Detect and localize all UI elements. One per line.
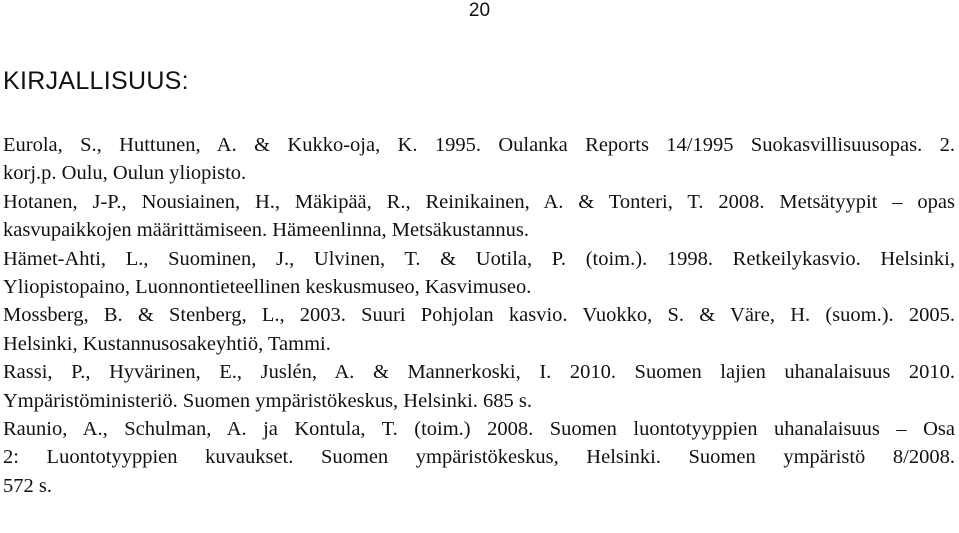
reference-item	[3, 131, 955, 188]
reference-line: Rassi, P., Hyvärinen, E., Juslén, A. & Mannerkoski, I. 2010. Suomen lajien uhanalaisuus 2010.	[3, 361, 955, 384]
reference-item	[3, 358, 955, 415]
reference-line: korj.p. Oulu, Oulun yliopisto.	[3, 162, 247, 185]
page-number: 20	[468, 0, 491, 21]
reference-item	[3, 245, 955, 302]
reference-item	[3, 415, 955, 500]
reference-item	[3, 188, 955, 245]
reference-line: 572 s.	[3, 474, 52, 497]
reference-line: Raunio, A., Schulman, A. ja Kontula, T. (toim.) 2008. Suomen luontotyyppien uhanalaisuus – Osa	[3, 418, 955, 441]
reference-line: 2: Luontotyyppien kuvaukset. Suomen ympäristökeskus, Helsinki. Suomen ympäristö 8/2008.	[3, 446, 955, 469]
reference-line: Yliopistopaino, Luonnontieteellinen keskusmuseo, Kasvimuseo.	[3, 276, 532, 299]
reference-line: kasvupaikkojen määrittämiseen. Hämeenlinna, Metsäkustannus.	[3, 219, 530, 242]
reference-line: Ympäristöministeriö. Suomen ympäristökeskus, Helsinki. 685 s.	[3, 389, 532, 412]
reference-list	[3, 131, 955, 500]
page-title: KIRJALLISUUS:	[3, 67, 189, 95]
reference-line: Mossberg, B. & Stenberg, L., 2003. Suuri Pohjolan kasvio. Vuokko, S. & Väre, H. (suom.). 2005.	[3, 304, 955, 327]
reference-line: Hämet-Ahti, L., Suominen, J., Ulvinen, T. & Uotila, P. (toim.). 1998. Retkeilykasvio. Helsinki,	[3, 247, 955, 270]
reference-line: Hotanen, J-P., Nousiainen, H., Mäkipää, R., Reinikainen, A. & Tonteri, T. 2008. Metsätyypit – opas	[3, 190, 955, 213]
reference-line: Helsinki, Kustannusosakeyhtiö, Tammi.	[3, 332, 331, 355]
reference-line: Eurola, S., Huttunen, A. & Kukko-oja, K. 1995. Oulanka Reports 14/1995 Suokasvillisuusopas. 2.	[3, 134, 955, 156]
reference-item	[3, 301, 955, 358]
